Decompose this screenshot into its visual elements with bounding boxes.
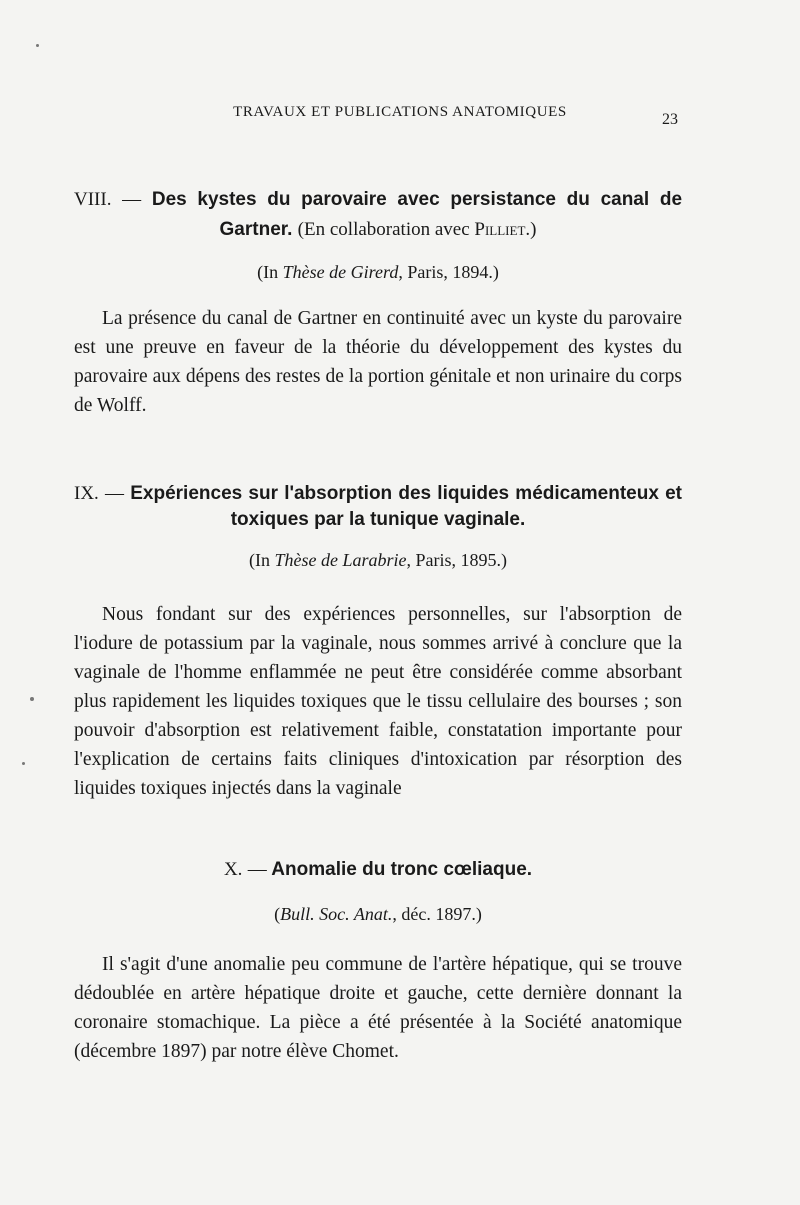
section-ix xyxy=(74,480,682,803)
section-x xyxy=(74,856,682,1066)
collab-prefix: (En collaboration avec xyxy=(297,219,475,240)
citation-pre: (In xyxy=(257,262,283,282)
section-x-body: Il s'agit d'une anomalie peu commune de l'artère hépatique, qui se trouve dédoublée en artère hépatique droite et gauche, cette dernière donnant la coronaire stomachique. La pièce a été présentée à la Société anatomique (décembre 1897) par notre élève Chomet. xyxy=(74,954,682,1062)
scan-speck xyxy=(30,697,34,701)
section-ix-citation xyxy=(74,548,682,572)
section-viii-collaboration xyxy=(298,219,537,240)
section-viii-body: La présence du canal de Gartner en continuité avec un kyste du parovaire est une preuve en faveur de la théorie du développement des kystes du parovaire aux dépens des restes de la portion génitale et non urinaire du corps de Wolff. xyxy=(74,308,682,416)
section-x-citation xyxy=(74,902,682,926)
running-head: TRAVAUX ET PUBLICATIONS ANATOMIQUES xyxy=(233,104,567,120)
section-viii-citation xyxy=(74,260,682,284)
citation-pre: ( xyxy=(274,904,281,924)
section-ix-title-line2: toxiques par la tunique vaginale. xyxy=(230,509,526,530)
scan-speck xyxy=(36,44,39,47)
section-viii xyxy=(74,186,682,420)
citation-title: Thèse de Girerd xyxy=(282,262,399,282)
section-viii-heading xyxy=(74,186,682,214)
section-ix-numeral: IX. xyxy=(74,483,99,504)
scan-speck xyxy=(22,762,25,765)
section-ix-body: Nous fondant sur des expériences personnelles, sur l'absorption de l'iodure de potassium par la vaginale, nous sommes arrivé à conclure que la vaginale de l'homme enflammée ne peut être considérée comme absorbant plus rapidement les liquides toxiques que le tissu cellulaire des bourses ; son pouvoir d'absorption est relativement faible, constatation importante pour l'explication de certains faits cliniques d'intoxication par résorption des liquides toxiques injectés dans la vaginale xyxy=(74,604,682,799)
citation-post: , Paris, 1895.) xyxy=(406,550,507,570)
citation-title: Thèse de Larabrie xyxy=(274,550,407,570)
section-viii-dash: — xyxy=(122,189,142,210)
section-x-dash: — xyxy=(247,859,267,880)
section-x-heading xyxy=(74,856,682,884)
section-viii-numeral: VIII. xyxy=(74,189,112,210)
section-viii-title-line1: Des kystes du parovaire avec persistance du canal de xyxy=(151,189,683,210)
section-ix-title-line1: Expériences sur l'absorption des liquides médicamenteux et xyxy=(130,483,683,504)
section-x-numeral: X. xyxy=(223,859,243,880)
section-viii-title-line2: Gartner. xyxy=(219,219,293,240)
section-ix-dash: — xyxy=(105,483,125,504)
citation-title: Bull. Soc. Anat. xyxy=(280,904,393,924)
section-viii-heading-line2 xyxy=(74,216,682,244)
collab-name: Pilliet xyxy=(474,219,526,240)
page-number: 23 xyxy=(662,111,678,128)
citation-post: , Paris, 1894.) xyxy=(398,262,499,282)
citation-pre: (In xyxy=(249,550,275,570)
section-ix-heading-line2 xyxy=(74,506,682,534)
citation-post: , déc. 1897.) xyxy=(392,904,482,924)
section-x-title-line1: Anomalie du tronc cœliaque. xyxy=(271,859,533,880)
collab-suffix: .) xyxy=(525,219,537,240)
section-ix-heading xyxy=(74,480,682,508)
